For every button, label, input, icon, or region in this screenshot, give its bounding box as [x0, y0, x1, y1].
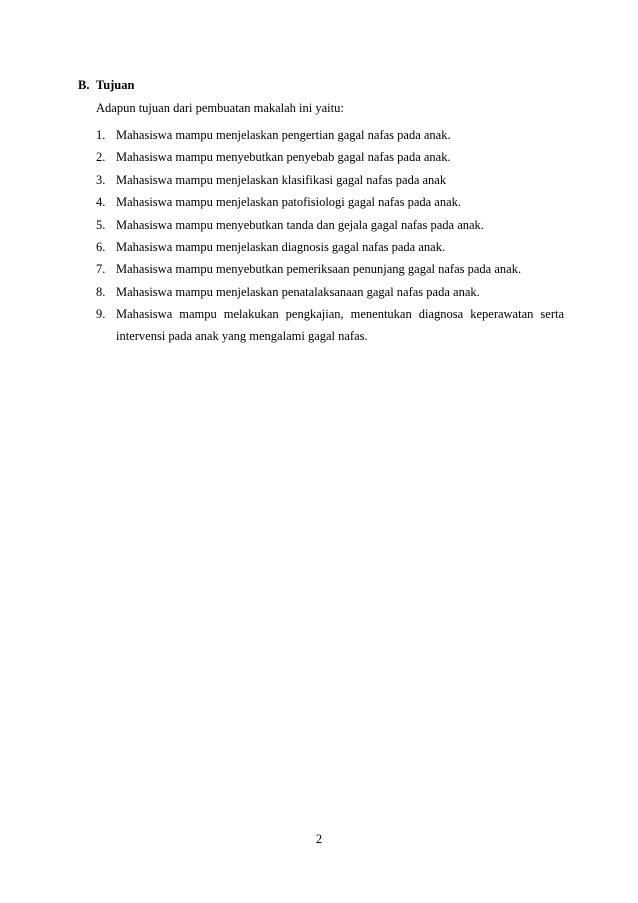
section-title: Tujuan — [96, 78, 135, 92]
list-item — [96, 214, 564, 236]
list-item-number: 4. — [96, 195, 106, 210]
list-item-number: 3. — [96, 172, 106, 187]
list-item — [96, 169, 564, 191]
list-item — [96, 281, 564, 303]
list-item-text: Mahasiswa mampu menjelaskan patofisiologi gagal nafas pada anak. — [116, 195, 462, 210]
list-item-text: Mahasiswa mampu menjelaskan diagnosis gagal nafas pada anak. — [116, 239, 446, 254]
list-item — [96, 236, 564, 258]
list-item-number: 2. — [96, 150, 106, 165]
list-item-text: Mahasiswa mampu menyebutkan tanda dan gejala gagal nafas pada anak. — [116, 217, 484, 232]
section-number: B. — [78, 78, 90, 92]
list-item-text: Mahasiswa mampu menyebutkan pemeriksaan penunjang gagal nafas pada anak. — [116, 262, 522, 277]
list-item — [96, 146, 564, 168]
list-item — [96, 124, 564, 146]
page-number: 2 — [315, 832, 323, 846]
section-heading — [78, 78, 134, 93]
list-item-number: 8. — [96, 284, 106, 299]
objectives-list — [96, 124, 564, 347]
list-item-number: 5. — [96, 217, 106, 232]
list-item-number: 1. — [96, 128, 106, 142]
list-item-text: Mahasiswa mampu melakukan pengkajian, menentukan diagnosa keperawatan serta intervensi pada anak yang mengalami gagal nafas. — [116, 307, 564, 344]
list-item-number: 9. — [96, 307, 106, 322]
list-item-text: Mahasiswa mampu menjelaskan penatalaksanaan gagal nafas pada anak. — [116, 284, 480, 299]
list-item-number: 6. — [96, 239, 106, 254]
list-item — [96, 303, 564, 347]
list-item-text: Mahasiswa mampu menjelaskan pengertian gagal nafas pada anak. — [116, 128, 451, 142]
list-item-text: Mahasiswa mampu menyebutkan penyebab gagal nafas pada anak. — [116, 150, 451, 165]
list-item-text: Mahasiswa mampu menjelaskan klasifikasi gagal nafas pada anak — [116, 172, 447, 187]
list-item-number: 7. — [96, 262, 106, 277]
list-item — [96, 191, 564, 213]
list-item — [96, 258, 564, 280]
section-intro: Adapun tujuan dari pembuatan makalah ini yaitu: — [96, 101, 344, 115]
